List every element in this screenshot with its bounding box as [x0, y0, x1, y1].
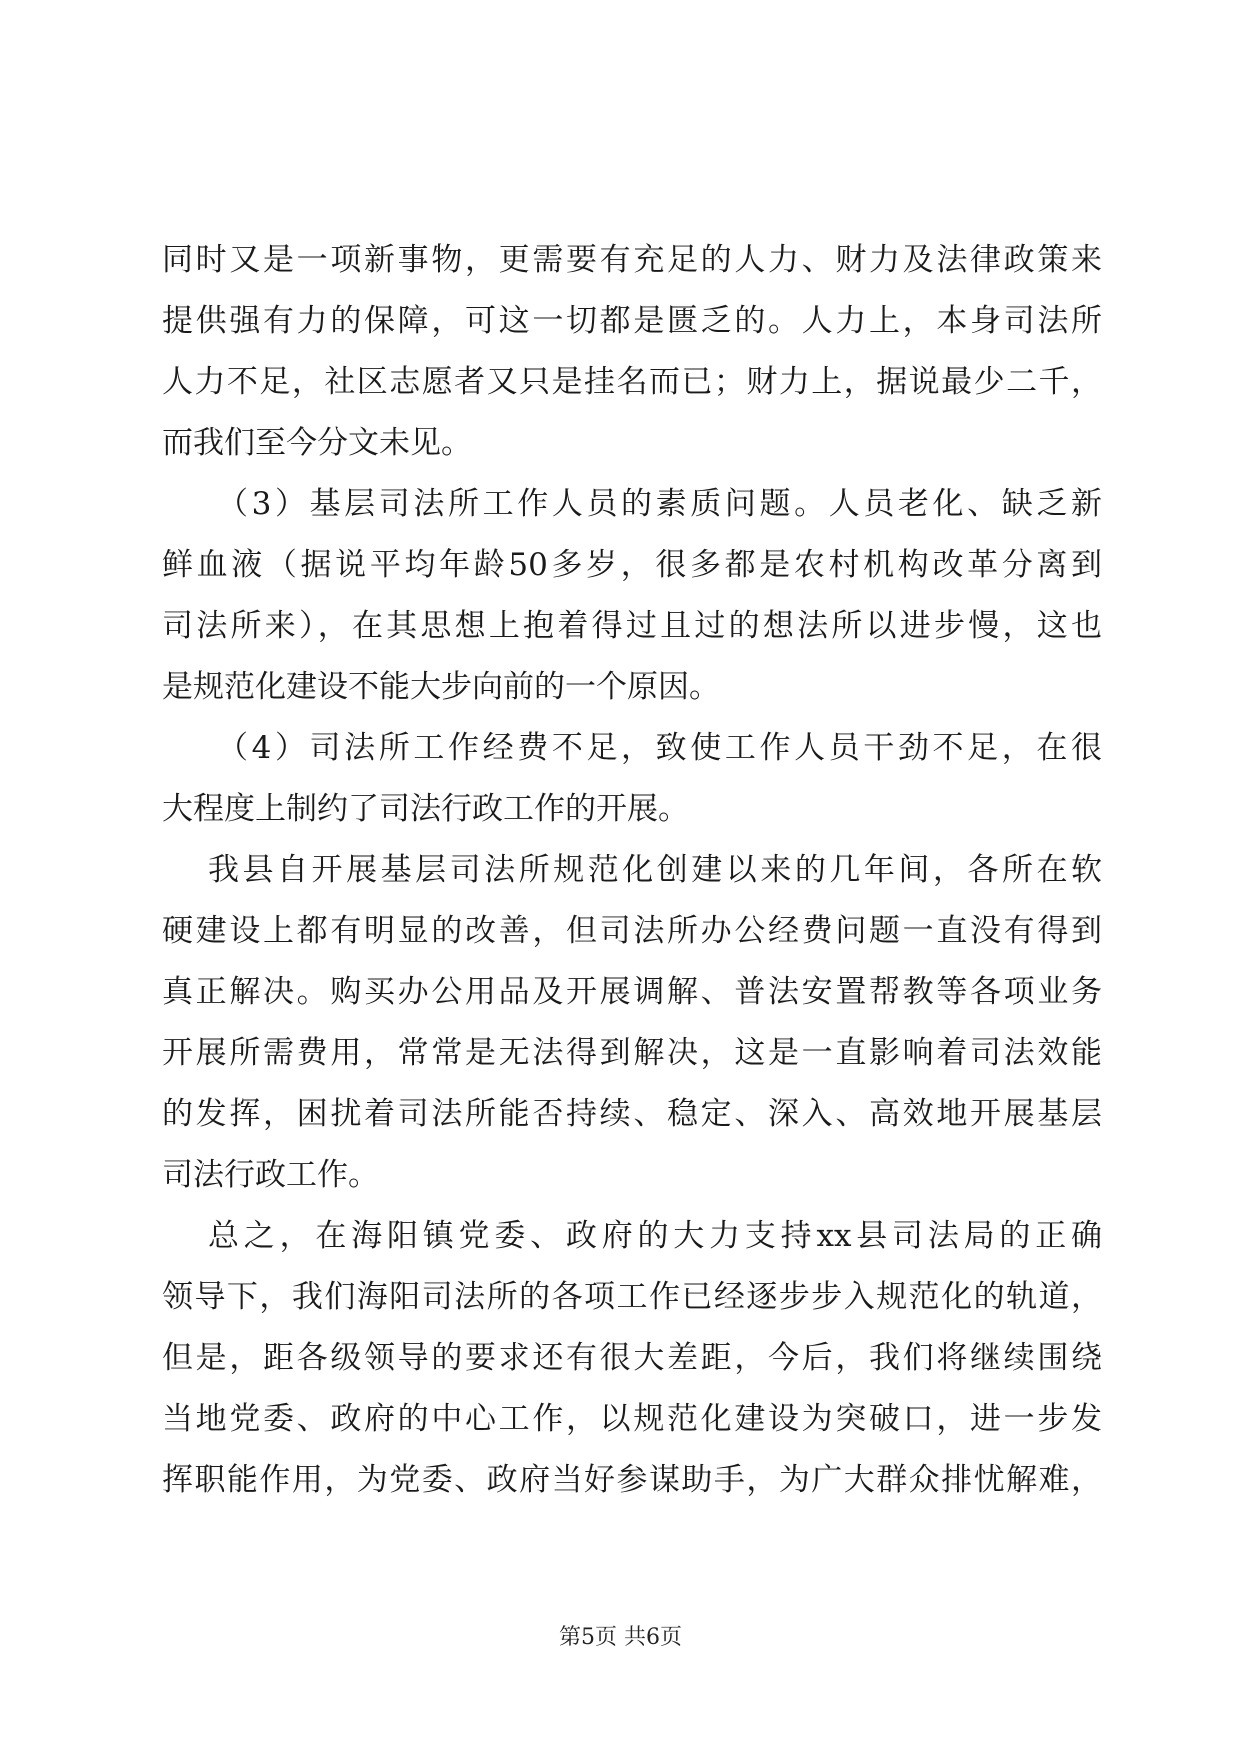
text-line: 挥职能作用，为党委、政府当好参谋助手，为广大群众排忧解难， [162, 1462, 1102, 1498]
text-line: 我县自开展基层司法所规范化创建以来的几年间，各所在软 [208, 852, 1102, 888]
page-number-footer: 第5页 共6页 [559, 1625, 682, 1650]
text-line: 是规范化建设不能大步向前的一个原因。 [162, 669, 720, 705]
text-line: 司法所来），在其思想上抱着得过且过的想法所以进步慢，这也 [162, 608, 1102, 644]
text-line: 鲜血液（据说平均年龄50多岁，很多都是农村机构改革分离到 [162, 547, 1102, 583]
text-line: 而我们至今分文未见。 [162, 425, 472, 461]
text-line: 硬建设上都有明显的改善，但司法所办公经费问题一直没有得到 [162, 913, 1102, 949]
body-text [162, 230, 1102, 1511]
text-line: 总之，在海阳镇党委、政府的大力支持xx县司法局的正确 [208, 1218, 1102, 1254]
text-line: （4）司法所工作经费不足，致使工作人员干劲不足，在很 [217, 730, 1102, 766]
text-line: 开展所需费用，常常是无法得到解决，这是一直影响着司法效能 [162, 1035, 1102, 1071]
text-line: 的发挥，困扰着司法所能否持续、稳定、深入、高效地开展基层 [162, 1096, 1102, 1132]
text-line: 真正解决。购买办公用品及开展调解、普法安置帮教等各项业务 [162, 974, 1102, 1010]
text-line: 司法行政工作。 [162, 1157, 379, 1193]
text-line: （3）基层司法所工作人员的素质问题。人员老化、缺乏新 [217, 486, 1102, 522]
text-line: 但是，距各级领导的要求还有很大差距，今后，我们将继续围绕 [162, 1340, 1102, 1376]
text-line: 同时又是一项新事物，更需要有充足的人力、财力及法律政策来 [162, 242, 1102, 278]
text-line: 人力不足，社区志愿者又只是挂名而已；财力上，据说最少二千， [162, 364, 1102, 400]
text-line: 当地党委、政府的中心工作，以规范化建设为突破口，进一步发 [162, 1401, 1102, 1437]
text-line: 领导下，我们海阳司法所的各项工作已经逐步步入规范化的轨道， [162, 1279, 1102, 1315]
text-line: 提供强有力的保障，可这一切都是匮乏的。人力上，本身司法所 [162, 303, 1102, 339]
text-line: 大程度上制约了司法行政工作的开展。 [162, 791, 689, 827]
